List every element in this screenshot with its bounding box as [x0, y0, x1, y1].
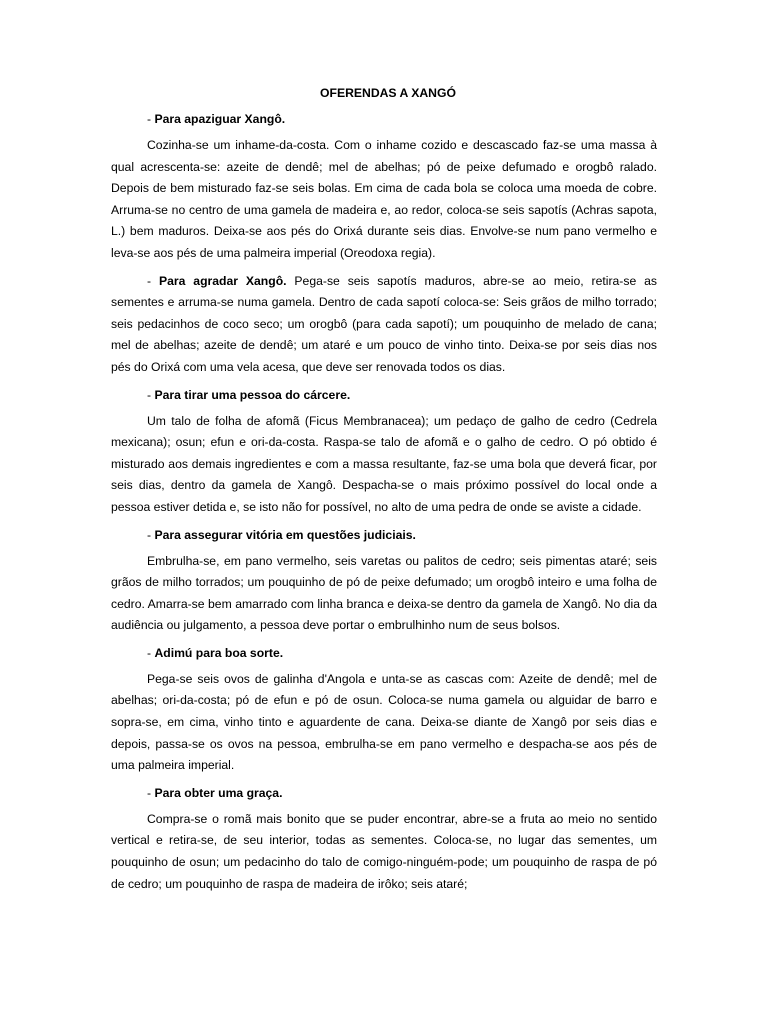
heading-text: Para apaziguar Xangô. — [154, 112, 286, 126]
section-heading — [111, 783, 657, 803]
section-body: Cozinha-se um inhame-da-costa. Com o inhame cozido e descascado faz-se uma massa à qual acrescenta-se: azeite de dendê; mel de abelhas; pó de peixe defumado e orogbô ralado. Depois de bem misturado faz-se seis bolas. Em cima de cada bola se coloca uma moeda de cobre. Arruma-se no centro de uma gamela de madeira e, ao redor, coloca-se seis sapotís (Achras sapota, L.) bem maduros. Deixa-se aos pés do Orixá durante seis dias. Envolve-se num pano vermelho e leva-se aos pés de uma palmeira imperial (Oreodoxa regia). — [111, 138, 657, 260]
heading-dash: - — [147, 527, 155, 542]
heading-dash: - — [147, 112, 155, 126]
section-heading — [111, 109, 657, 129]
heading-text: Adimú para boa sorte. — [154, 645, 284, 660]
heading-text: Para obter uma graça. — [154, 785, 283, 800]
document-title: OFERENDAS A XANGÓ — [320, 86, 456, 100]
heading-text: Para tirar uma pessoa do cárcere. — [154, 387, 351, 402]
section-body: Embrulha-se, em pano vermelho, seis varetas ou palitos de cedro; seis pimentas ataré; seis grãos de milho torrados; um pouquinho de pó de peixe defumado; um orogbô inteiro e uma folha de cedro. Amarra-se bem amarrado com linha branca e deixa-se dentro da gamela de Xangô. No dia da audiência ou julgamento, a pessoa deve portar o embrulhinho num de seus bolsos. — [111, 553, 657, 633]
heading-text: Para agradar Xangô. — [158, 273, 287, 288]
section-body: Pega-se seis ovos de galinha d'Angola e unta-se as cascas com: Azeite de dendê; mel de abelhas; ori-da-costa; pó de efun e pó de osun. Coloca-se numa gamela ou alguidar de barro e sopra-se, em cima, vinho tinto e aguardente de cana. Deixa-se diante de Xangô por seis dias e depois, passa-se os ovos na pessoa, embrulha-se em pano vermelho e despacha-se aos pés de uma palmeira imperial. — [111, 671, 657, 773]
heading-text: Para assegurar vitória em questões judiciais. — [154, 527, 416, 542]
heading-dash: - — [147, 387, 155, 402]
heading-dash: - — [147, 645, 155, 660]
heading-dash: - — [147, 273, 159, 288]
document-page — [111, 74, 657, 895]
section-heading — [111, 525, 657, 545]
section-body: Pega-se seis sapotís maduros, abre-se ao meio, retira-se as sementes e arruma-se numa gamela. Dentro de cada sapotí coloca-se: Seis grãos de milho torrado; seis pedacinhos de coco seco; um orogbô (para cada sapotí); um pouquinho de melado de cana; mel de abelhas; azeite de dendê; um ataré e um pouco de vinho tinto. Deixa-se por seis dias nos pés do Orixá com uma vela acesa, que deve ser renovada todos os dias. — [111, 273, 658, 374]
section-inline-paragraph — [111, 271, 657, 379]
section-heading — [111, 385, 657, 405]
section-heading — [111, 643, 657, 663]
section-body: Compra-se o romã mais bonito que se puder encontrar, abre-se a fruta ao meio no sentido vertical e retira-se, de seu interior, todas as sementes. Coloca-se, no lugar das sementes, um pouquinho de osun; um pedacinho do talo de comigo-ninguém-pode; um pouquinho de raspa de pó de cedro; um pouquinho de raspa de madeira de irôko; seis ataré; — [111, 811, 657, 891]
section-body: Um talo de folha de afomã (Ficus Membranacea); um pedaço de galho de cedro (Cedrela mexicana); osun; efun e ori-da-costa. Raspa-se talo de afomã e o galho de cedro. O pó obtido é misturado aos demais ingredientes e com a massa resultante, faz-se uma bola que deverá ficar, por seis dias, dentro da gamela de Xangô. Despacha-se o mais próximo possível do local onde a pessoa estiver detida e, se isto não for possível, no alto de uma pedra de onde se aviste a cidade. — [111, 413, 657, 514]
heading-dash: - — [147, 785, 155, 800]
